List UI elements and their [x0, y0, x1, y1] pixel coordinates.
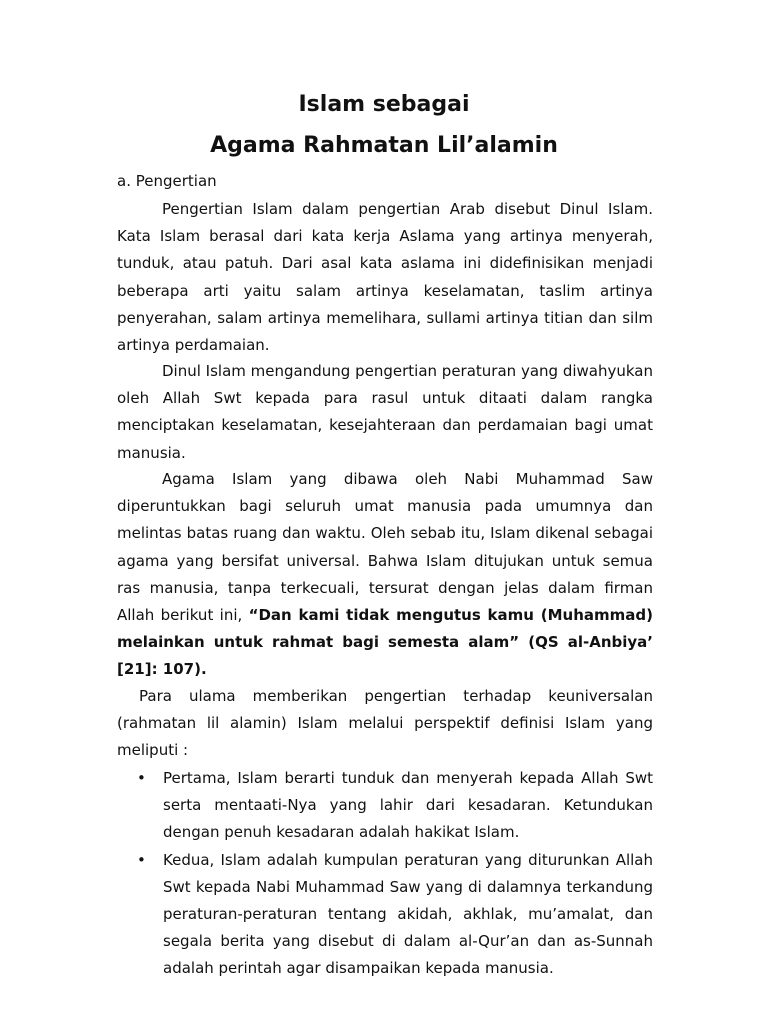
paragraph-3: [117, 466, 653, 684]
paragraph-2: Dinul Islam mengandung pengertian peraturan yang diwahyukan oleh Allah Swt kepada para rasul untuk ditaati dalam rangka menciptakan keselamatan, kesejahteraan dan perdamaian bagi umat manusia.: [117, 362, 653, 462]
section-heading: a. Pengertian: [117, 172, 217, 190]
paragraph-3-text: Agama Islam yang dibawa oleh Nabi Muhammad Saw diperuntukkan bagi seluruh umat manusia pada umumnya dan melintas batas ruang dan waktu. Oleh sebab itu, Islam dikenal sebagai agama yang bersifat universal. Bahwa Islam ditujukan untuk semua ras manusia, tanpa terkecuali, tersurat dengan jelas dalam firman Allah berikut ini,: [117, 470, 653, 625]
title-line-2: Agama Rahmatan Lil’alamin: [210, 133, 558, 158]
paragraph-4: Para ulama memberikan pengertian terhadap keuniversalan (rahmatan lil alamin) Islam melalui perspektif definisi Islam yang meliputi :: [117, 687, 653, 760]
list-item: [117, 847, 653, 983]
quran-quote: “Dan kami tidak mengutus kamu (Muhammad) melainkan untuk rahmat bagi semesta alam” (QS al-Anbiya’ [21]: 107).: [117, 606, 653, 679]
title-line-1: Islam sebagai: [298, 92, 470, 117]
list-item-text: Kedua, Islam adalah kumpulan peraturan yang diturunkan Allah Swt kepada Nabi Muhammad Saw yang di dalamnya terkandung peraturan-peraturan tentang akidah, akhlak, mu’amalat, dan segala berita yang disebut di dalam al-Qur’an dan as-Sunnah adalah perintah agar disampaikan kepada manusia.: [163, 850, 653, 978]
bullet-icon: •: [137, 769, 146, 787]
definition-list: [117, 765, 653, 983]
bullet-icon: •: [137, 850, 146, 869]
list-item-text: Pertama, Islam berarti tunduk dan menyerah kepada Allah Swt serta mentaati-Nya yang lahir dari kesadaran. Ketundukan dengan penuh kesadaran adalah hakikat Islam.: [163, 769, 653, 842]
paragraph-1: Pengertian Islam dalam pengertian Arab disebut Dinul Islam. Kata Islam berasal dari kata kerja Aslama yang artinya menyerah, tunduk, atau patuh. Dari asal kata aslama ini didefinisikan menjadi beberapa arti yaitu salam artinya keselamatan, taslim artinya penyerahan, salam artinya memelihara, sullami artinya titian dan silm artinya perdamaian.: [117, 200, 653, 355]
list-item: [117, 765, 653, 847]
